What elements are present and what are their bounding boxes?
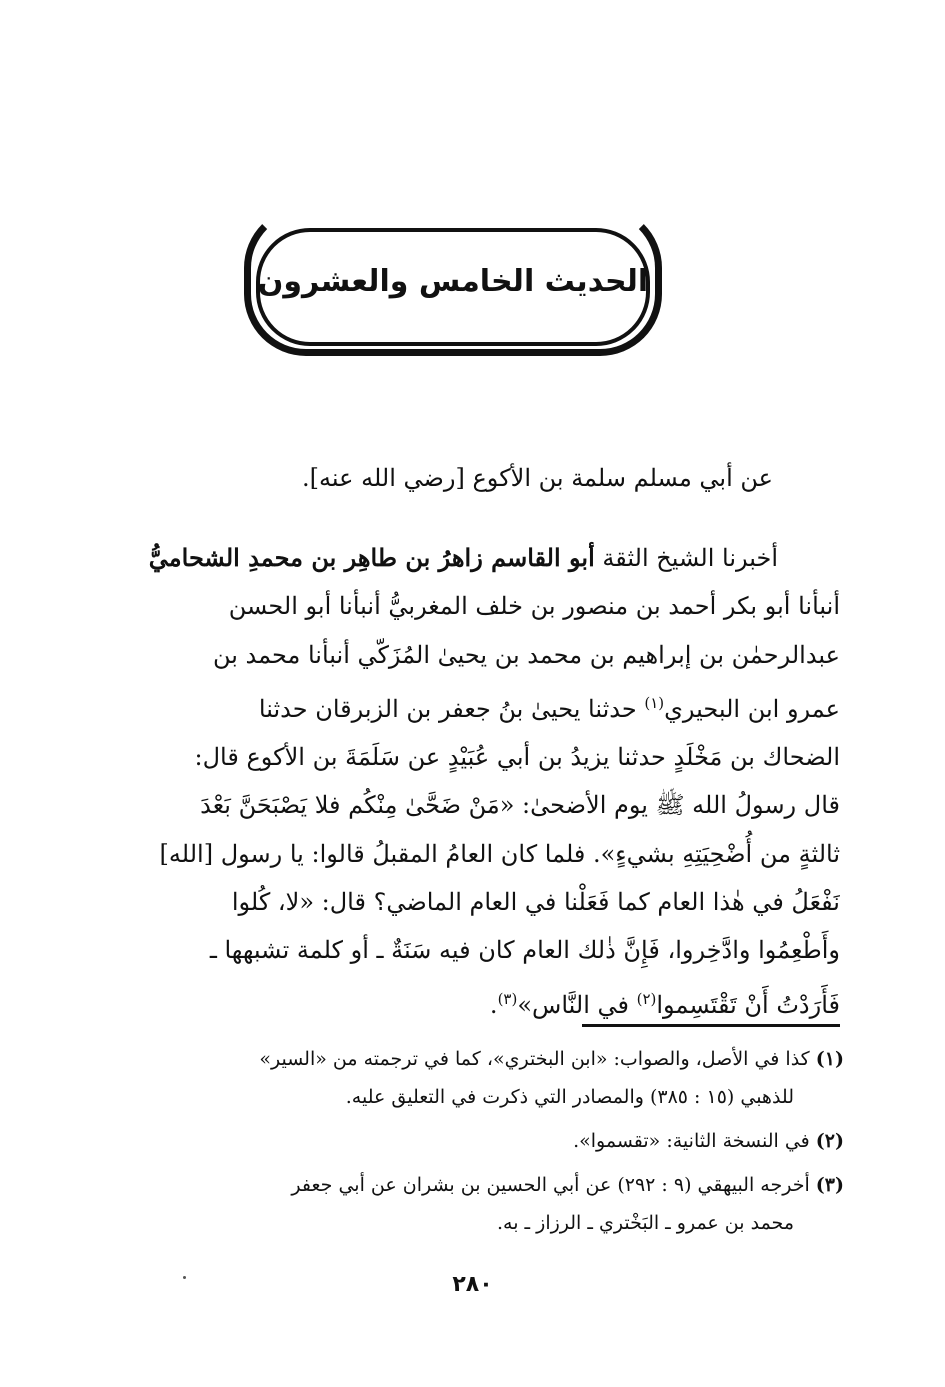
footnote-2-line-1: في النسخة الثانية: «تقسموا».	[573, 1130, 810, 1152]
footnote-ref-3: (٣)	[497, 989, 518, 1008]
body-line-1-text: أخبرنا الشيخ الثقة	[594, 544, 778, 572]
body-line-10-text-b: في النَّاس»	[517, 990, 637, 1019]
body-line-4-text-a: عمرو ابن البحيري	[664, 694, 840, 723]
chapter-title: الحديث الخامس والعشرون	[257, 264, 649, 299]
body-line-3: عبدالرحمٰن بن إبراهيم بن محمد بن يحيىٰ المُزَكّي أنبأنا محمد بن	[212, 640, 840, 669]
body-line-6: قال رسولُ الله ﷺ يوم الأضحىٰ: «مَنْ ضَحَّىٰ مِنْكُم فلا يَصْبَحَنَّ بَعْدَ	[200, 791, 840, 820]
footnote-1-line-1: كذا في الأصل، والصواب: «ابن البختري»، كما في ترجمته من «السير»	[259, 1048, 810, 1070]
footnotes	[96, 1040, 844, 1242]
footnote-ref-2: (٢)	[636, 989, 657, 1008]
body-line-2: أنبأنا أبو بكر أحمد بن منصور بن خلف المغربيُّ أنبأنا أبو الحسن	[228, 592, 840, 621]
body-line-1	[100, 534, 840, 582]
isnad-intro: عن أبي مسلم سلمة بن الأكوع [رضي الله عنه].	[302, 464, 773, 492]
body-line-4	[100, 679, 840, 733]
narrator-name-bold: أبو القاسم زاهرُ بن طاهِر بن محمدِ الشحاميُّ	[148, 543, 595, 572]
footnote-1	[96, 1040, 844, 1116]
footnote-1-line-2: للذهبي (١٥ : ٣٨٥) والمصادر التي ذكرت في التعليق عليه.	[345, 1086, 794, 1108]
body-line-7: ثالثةٍ من أُضْحِيَتِهِ بشيءٍ». فلما كان العامُ المقبلُ قالوا: يا رسول [الله]	[159, 839, 840, 868]
page-number: ٢٨٠	[452, 1272, 493, 1297]
footnote-3	[96, 1166, 844, 1242]
body-line-10	[100, 975, 840, 1029]
body-line-10-text-a: فَأَرَدْتُ أَنْ تَقْتَسِموا	[656, 990, 840, 1019]
footnote-3-number: (٣)	[815, 1174, 844, 1196]
footnote-2	[96, 1122, 844, 1160]
body-line-8: نَفْعَلُ في هٰذا العام كما فَعَلْنا في العام الماضي؟ قال: «لا، كُلوا	[231, 888, 840, 917]
footnote-separator	[582, 1024, 840, 1027]
footnote-3-line-1: أخرجه البيهقي (٩ : ٢٩٢) عن أبي الحسين بن بشران عن أبي جعفر	[291, 1174, 810, 1196]
footnote-2-number: (٢)	[815, 1130, 844, 1152]
body-line-5: الضحاك بن مَخْلَدٍ حدثنا يزيدُ بن أبي عُبَيْدٍ عن سَلَمَةَ بن الأكوع قال:	[194, 743, 840, 772]
footnote-3-line-2: محمد بن عمرو ـ البَخْتري ـ الرزاز ـ به.	[497, 1212, 794, 1234]
hadith-body	[100, 534, 840, 1029]
footnote-1-number: (١)	[815, 1048, 844, 1070]
footnote-ref-1: (١)	[644, 693, 665, 712]
body-line-4-text-b: حدثنا يحيىٰ بنُ جعفر بن الزبرقان حدثنا	[258, 694, 645, 723]
body-line-10-end: .	[489, 990, 498, 1019]
body-line-9: وأَطْعِمُوا وادَّخِروا، فَإِنَّ ذٰلك العام كان فيه سَنَةٌ ـ أو كلمة تشبهها ـ	[209, 936, 840, 965]
